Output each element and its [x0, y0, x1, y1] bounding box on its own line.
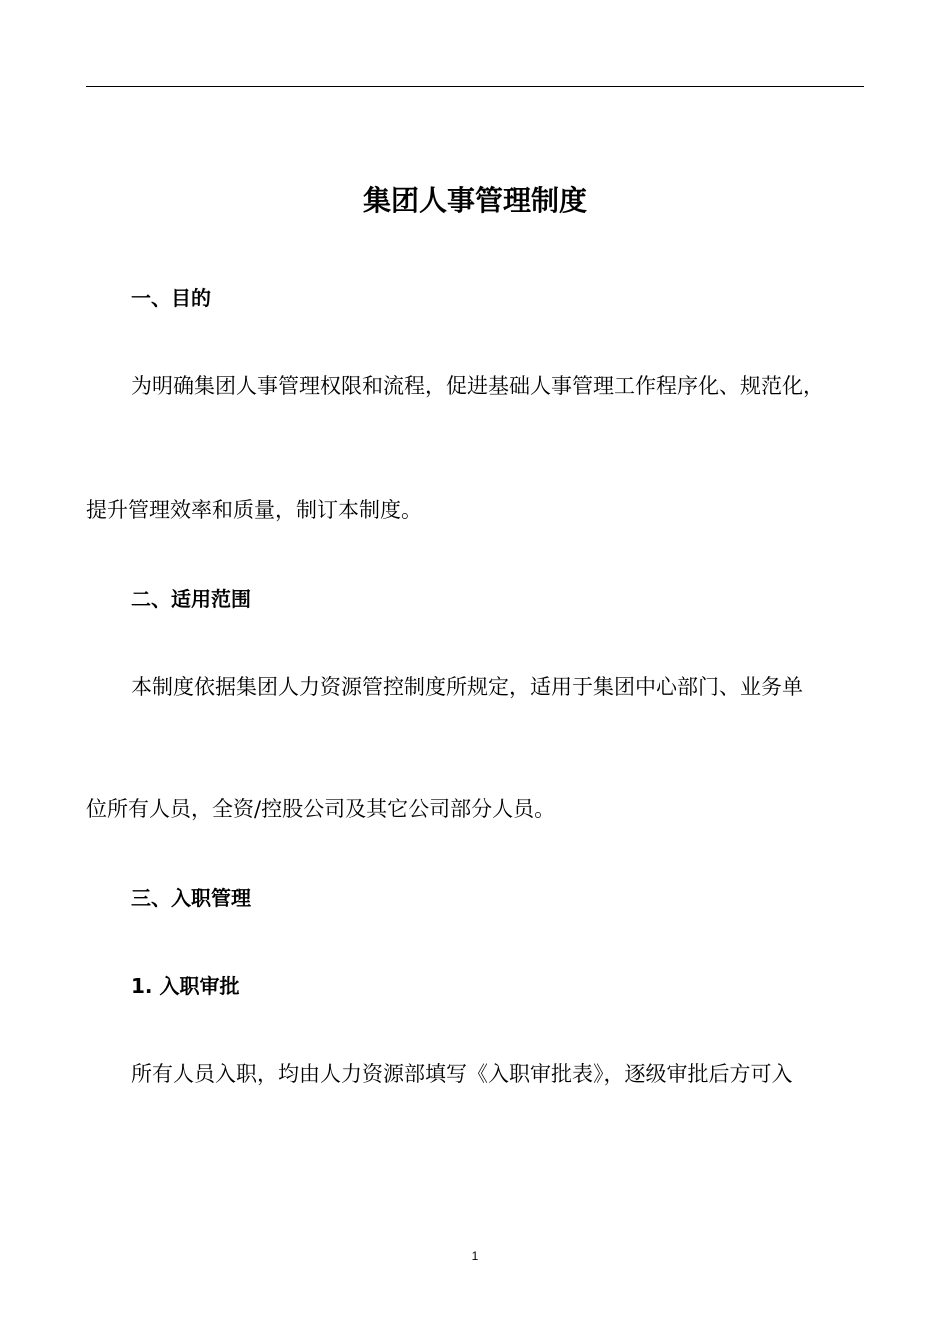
subsection-heading-onboarding-approval: 1. 入职审批 — [131, 974, 240, 998]
section-heading-scope: 二、适用范围 — [131, 587, 251, 611]
paragraph-line: 位所有人员，全资/控股公司及其它公司部分人员。 — [86, 797, 556, 821]
paragraph-line: 本制度依据集团人力资源管控制度所规定，适用于集团中心部门、业务单 — [131, 675, 803, 699]
paragraph-line: 所有人员入职，均由人力资源部填写《入职审批表》，逐级审批后方可入 — [131, 1062, 793, 1086]
page-number: 1 — [471, 1249, 479, 1263]
document-title: 集团人事管理制度 — [362, 184, 587, 217]
paragraph-line: 为明确集团人事管理权限和流程，促进基础人事管理工作程序化、规范化， — [131, 374, 824, 398]
section-heading-onboarding: 三、入职管理 — [131, 886, 251, 910]
paragraph-line: 提升管理效率和质量，制订本制度。 — [86, 498, 422, 522]
header-rule — [86, 86, 864, 87]
section-heading-purpose: 一、目的 — [131, 286, 211, 310]
